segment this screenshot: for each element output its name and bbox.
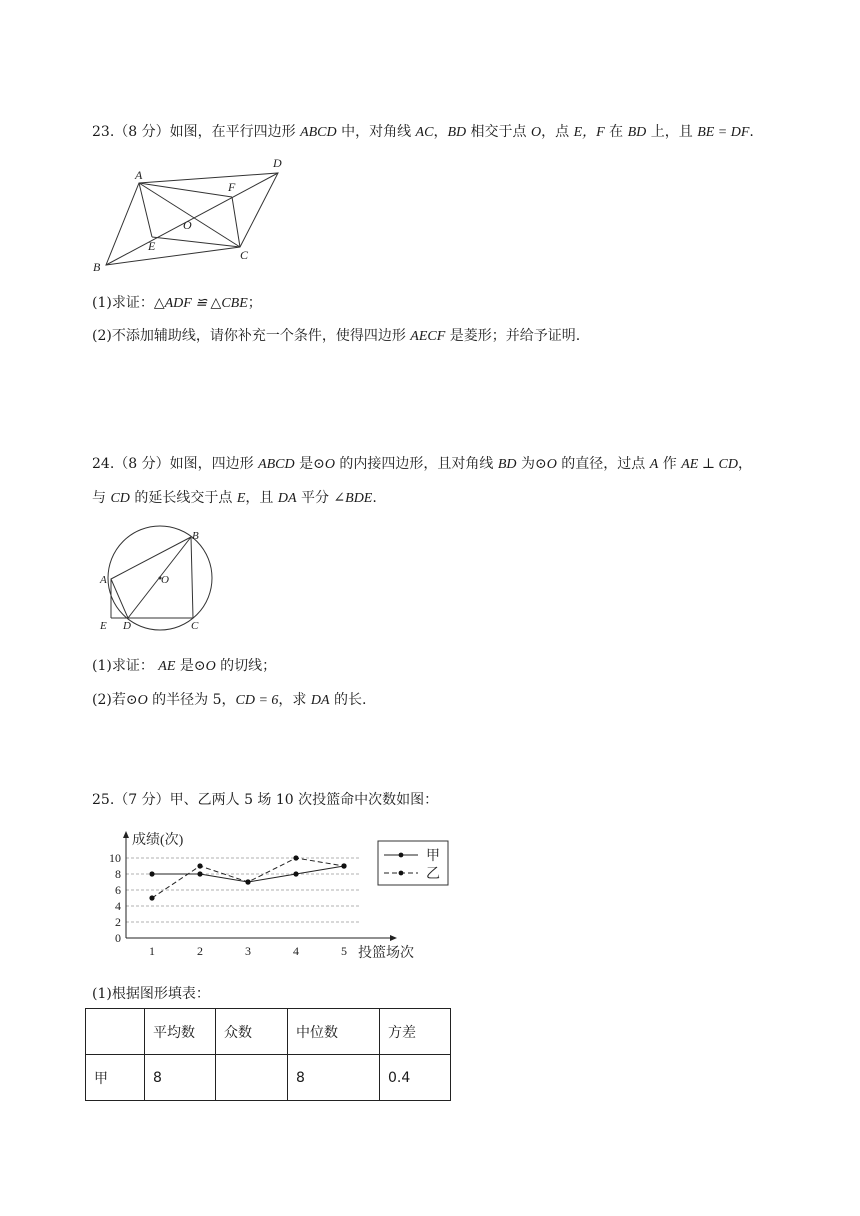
x-tick-label: 5 <box>341 944 347 958</box>
q24-stem-line2: 与 CD 的延长线交于点 E，且 DA 平分 ∠BDE. <box>92 490 377 506</box>
label-E: E <box>148 239 156 253</box>
y-tick-label: 4 <box>115 899 121 913</box>
y-tick-label: 0 <box>115 931 121 945</box>
q23-stem: 23.（8 分）如图，在平行四边形 ABCD 中，对角线 AC，BD 相交于点 O，点 E，F 在 BD 上，且 BE = DF. <box>92 124 754 140</box>
table-cell: 0.4 <box>380 1055 451 1101</box>
data-point <box>293 855 298 860</box>
data-point <box>197 871 202 876</box>
table-header-row <box>86 1009 451 1055</box>
x-tick-label: 1 <box>149 944 155 958</box>
q24-stem-line1: 24.（8 分）如图，四边形 ABCD 是⊙O 的内接四边形，且对角线 BD 为⊙O 的直径，过点 A 作 AE ⊥ CD， <box>92 456 752 472</box>
data-point <box>245 879 250 884</box>
table-row <box>86 1055 451 1101</box>
chart-series <box>149 855 346 900</box>
table-header-cell: 平均数 <box>145 1009 216 1055</box>
label-A: A <box>100 574 107 586</box>
table-header-cell <box>86 1009 145 1055</box>
legend-marker <box>399 853 404 858</box>
chart-legend <box>378 841 448 885</box>
x-axis-arrow <box>390 935 397 941</box>
x-tick-label: 4 <box>293 944 299 958</box>
table-header-cell: 众数 <box>216 1009 288 1055</box>
y-tick-label: 6 <box>115 883 121 897</box>
q23-part2: (2)不添加辅助线，请你补充一个条件，使得四边形 AECF 是菱形；并给予证明. <box>92 328 581 344</box>
q25-line-chart <box>90 828 450 968</box>
label-E: E <box>100 620 107 632</box>
data-point <box>149 895 154 900</box>
q24-circle-figure <box>95 525 235 635</box>
q25-stem: 25.（7 分）甲、乙两人 5 场 10 次投篮命中次数如图： <box>92 792 439 808</box>
label-C: C <box>240 248 249 262</box>
data-point <box>149 871 154 876</box>
q24-part1: (1)求证： AE 是⊙O 的切线； <box>92 658 277 674</box>
label-C: C <box>191 620 199 632</box>
label-D: D <box>273 156 282 170</box>
data-point <box>293 871 298 876</box>
y-axis-arrow <box>123 831 129 838</box>
label-B: B <box>192 530 199 542</box>
label-O: O <box>183 218 192 232</box>
label-B: B <box>93 260 101 274</box>
x-tick-label: 2 <box>197 944 203 958</box>
label-O: O <box>161 574 169 586</box>
label-D: D <box>123 620 131 632</box>
x-axis-label: 投篮场次 <box>358 946 414 961</box>
legend-label: 甲 <box>426 849 440 864</box>
label-A: A <box>135 168 143 182</box>
q23-parallelogram-figure <box>90 155 290 275</box>
q23-abcd: ABCD <box>300 125 337 140</box>
table-cell: 甲 <box>86 1055 145 1101</box>
y-axis-label: 成绩(次) <box>132 833 184 848</box>
y-tick-label: 10 <box>109 851 121 865</box>
data-point <box>341 863 346 868</box>
table-cell[interactable] <box>216 1055 288 1101</box>
y-tick-label: 8 <box>115 867 121 881</box>
q25-part1: (1)根据图形填表： <box>92 986 210 1002</box>
y-tick-label: 2 <box>115 915 121 929</box>
legend-label: 乙 <box>426 867 440 882</box>
table-cell: 8 <box>288 1055 380 1101</box>
series-line <box>152 858 344 898</box>
label-F: F <box>228 180 236 194</box>
stats-table <box>85 1008 451 1101</box>
q24-part2: (2)若⊙O 的半径为 5，CD = 6，求 DA 的长. <box>92 692 367 708</box>
table-header-cell: 方差 <box>380 1009 451 1055</box>
q23-part1: (1)求证：△ADF ≌ △CBE； <box>92 295 262 311</box>
x-tick-label: 3 <box>245 944 251 958</box>
table-cell: 8 <box>145 1055 216 1101</box>
data-point <box>197 863 202 868</box>
legend-marker <box>399 871 404 876</box>
chart-grid <box>126 858 361 922</box>
table-header-cell: 中位数 <box>288 1009 380 1055</box>
